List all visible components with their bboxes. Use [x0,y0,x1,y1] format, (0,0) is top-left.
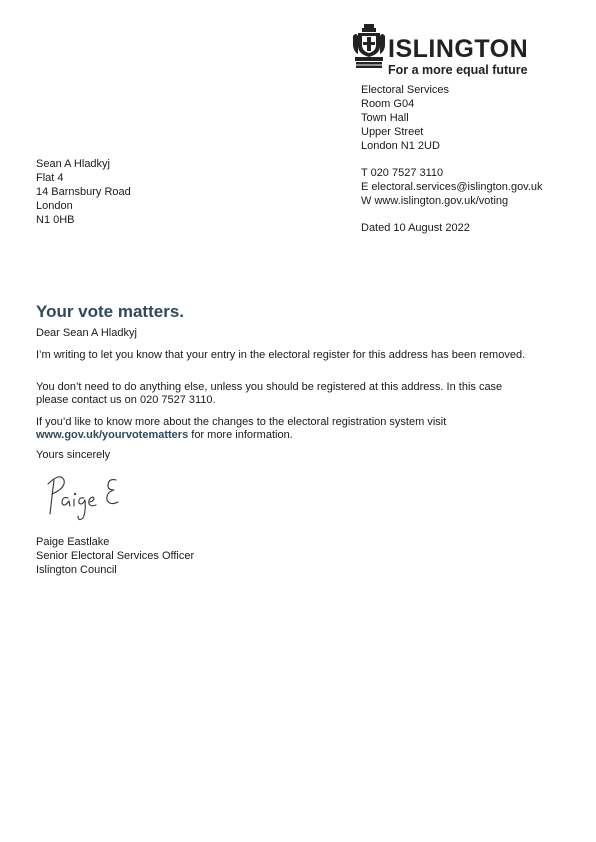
recipient-line: Flat 4 [36,172,64,184]
sender-line: Electoral Services [361,84,450,96]
islington-logo [352,22,567,82]
signer-name: Paige Eastlake [36,536,110,548]
paragraph-text: for more information. [188,429,293,441]
recipient-line: London [36,200,73,212]
logo-name: ISLINGTON [388,35,529,63]
signer-details [36,535,194,577]
salutation: Dear Sean A Hladkyj [36,327,137,339]
paragraph-more-info [36,416,536,442]
contact-email: E electoral.services@islington.gov.uk [361,181,543,193]
recipient-line: N1 0HB [36,214,75,226]
recipient-line: 14 Barnsbury Road [36,186,131,198]
sender-line: London N1 2UD [361,140,440,152]
contact-phone: T 020 7527 3110 [361,167,444,179]
paragraph-removal-notice: I’m writing to let you know that your entry in the electoral register for this address has been removed. [36,349,526,361]
closing: Yours sincerely [36,449,111,461]
contact-details [361,166,543,208]
letter-date: Dated 10 August 2022 [361,222,470,234]
council-crest-icon [352,24,386,68]
recipient-line: Sean A Hladkyj [36,158,110,170]
recipient-address [36,157,131,227]
sender-line: Room G04 [361,98,415,110]
paragraph-text: If you’d like to know more about the changes to the electoral registration system visit [36,416,447,428]
yourvotematters-link[interactable]: www.gov.uk/yourvotematters [36,429,189,441]
letter-headline: Your vote matters. [36,302,185,321]
sender-address [361,83,449,153]
signer-organisation: Islington Council [36,564,117,576]
signer-title: Senior Electoral Services Officer [36,550,195,562]
logo-tagline: For a more equal future [388,63,528,77]
sender-line: Town Hall [361,112,409,124]
contact-web: W www.islington.gov.uk/voting [361,195,509,207]
paragraph-contact-info: You don’t need to do anything else, unless you should be registered at this address. In this case please contact us on 020 7527 3110. [36,381,503,406]
handwritten-signature [38,466,133,529]
sender-line: Upper Street [361,126,424,138]
